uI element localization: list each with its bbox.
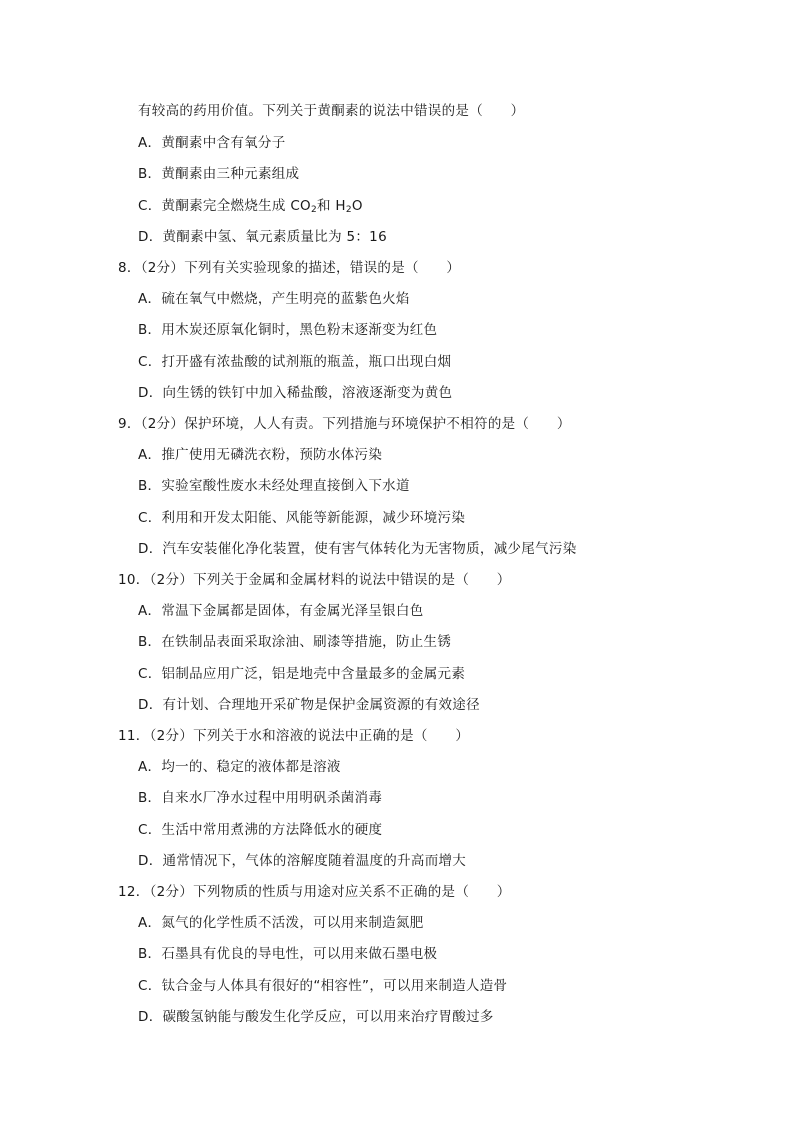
question-12-stem: 12．（2分）下列物质的性质与用途对应关系不正确的是（ ） [118, 884, 511, 900]
option-c-text-mid: 和 H [317, 198, 346, 214]
question-7-option-c [138, 197, 363, 215]
question-11-stem: 11．（2分）下列关于水和溶液的说法中正确的是（ ） [118, 728, 470, 744]
question-8-option-b: B．用木炭还原氧化铜时，黑色粉末逐渐变为红色 [138, 322, 438, 338]
question-10-option-d: D．有计划、合理地开采矿物是保护金属资源的有效途径 [138, 697, 480, 713]
question-7-option-b: B．黄酮素由三种元素组成 [138, 166, 300, 182]
question-9-option-d: D．汽车安装催化净化装置，使有害气体转化为无害物质，减少尾气污染 [138, 541, 577, 557]
question-7-option-d: D．黄酮素中氢、氧元素质量比为 5：16 [138, 229, 387, 245]
question-8-option-a: A．硫在氧气中燃烧，产生明亮的蓝紫色火焰 [138, 291, 410, 307]
question-8-option-d: D．向生锈的铁钉中加入稀盐酸，溶液逐渐变为黄色 [138, 385, 453, 401]
question-12-option-d: D．碳酸氢钠能与酸发生化学反应，可以用来治疗胃酸过多 [138, 1009, 494, 1025]
question-10-stem: 10．（2分）下列关于金属和金属材料的说法中错误的是（ ） [118, 572, 511, 588]
question-12-option-b: B．石墨具有优良的导电性，可以用来做石墨电极 [138, 946, 438, 962]
question-9-option-c: C．利用和开发太阳能、风能等新能源，减少环境污染 [138, 510, 466, 526]
option-c-text-start: C．黄酮素完全燃烧生成 CO [138, 198, 311, 214]
question-7-stem-continuation: 有较高的药用价值。下列关于黄酮素的说法中错误的是（ ） [138, 103, 525, 119]
question-12-option-c: C．钛合金与人体具有很好的“相容性”，可以用来制造人造骨 [138, 978, 508, 994]
question-8-option-c: C．打开盛有浓盐酸的试剂瓶的瓶盖，瓶口出现白烟 [138, 354, 452, 370]
question-7-option-a: A．黄酮素中含有氧分子 [138, 135, 286, 151]
question-12-option-a: A．氮气的化学性质不活泼，可以用来制造氮肥 [138, 915, 424, 931]
h2o-subscript: 2 [345, 205, 352, 215]
question-10-option-c: C．铝制品应用广泛，铝是地壳中含量最多的金属元素 [138, 666, 466, 682]
question-11-option-a: A．均一的、稳定的液体都是溶液 [138, 759, 341, 775]
option-c-text-end: O [351, 198, 363, 214]
question-9-option-a: A．推广使用无磷洗衣粉，预防水体污染 [138, 447, 383, 463]
question-11-option-d: D．通常情况下，气体的溶解度随着温度的升高而增大 [138, 853, 467, 869]
question-10-option-b: B．在铁制品表面采取涂油、刷漆等措施，防止生锈 [138, 634, 452, 650]
question-9-stem: 9．（2分）保护环境，人人有责。下列措施与环境保护不相符的是（ ） [118, 416, 571, 432]
question-9-option-b: B．实验室酸性废水未经处理直接倒入下水道 [138, 478, 410, 494]
question-11-option-c: C．生活中常用煮沸的方法降低水的硬度 [138, 822, 383, 838]
co2-subscript: 2 [310, 205, 318, 215]
question-11-option-b: B．自来水厂净水过程中用明矾杀菌消毒 [138, 790, 383, 806]
question-8-stem: 8．（2分）下列有关实验现象的描述，错误的是（ ） [118, 260, 461, 276]
question-10-option-a: A．常温下金属都是固体，有金属光泽呈银白色 [138, 603, 424, 619]
